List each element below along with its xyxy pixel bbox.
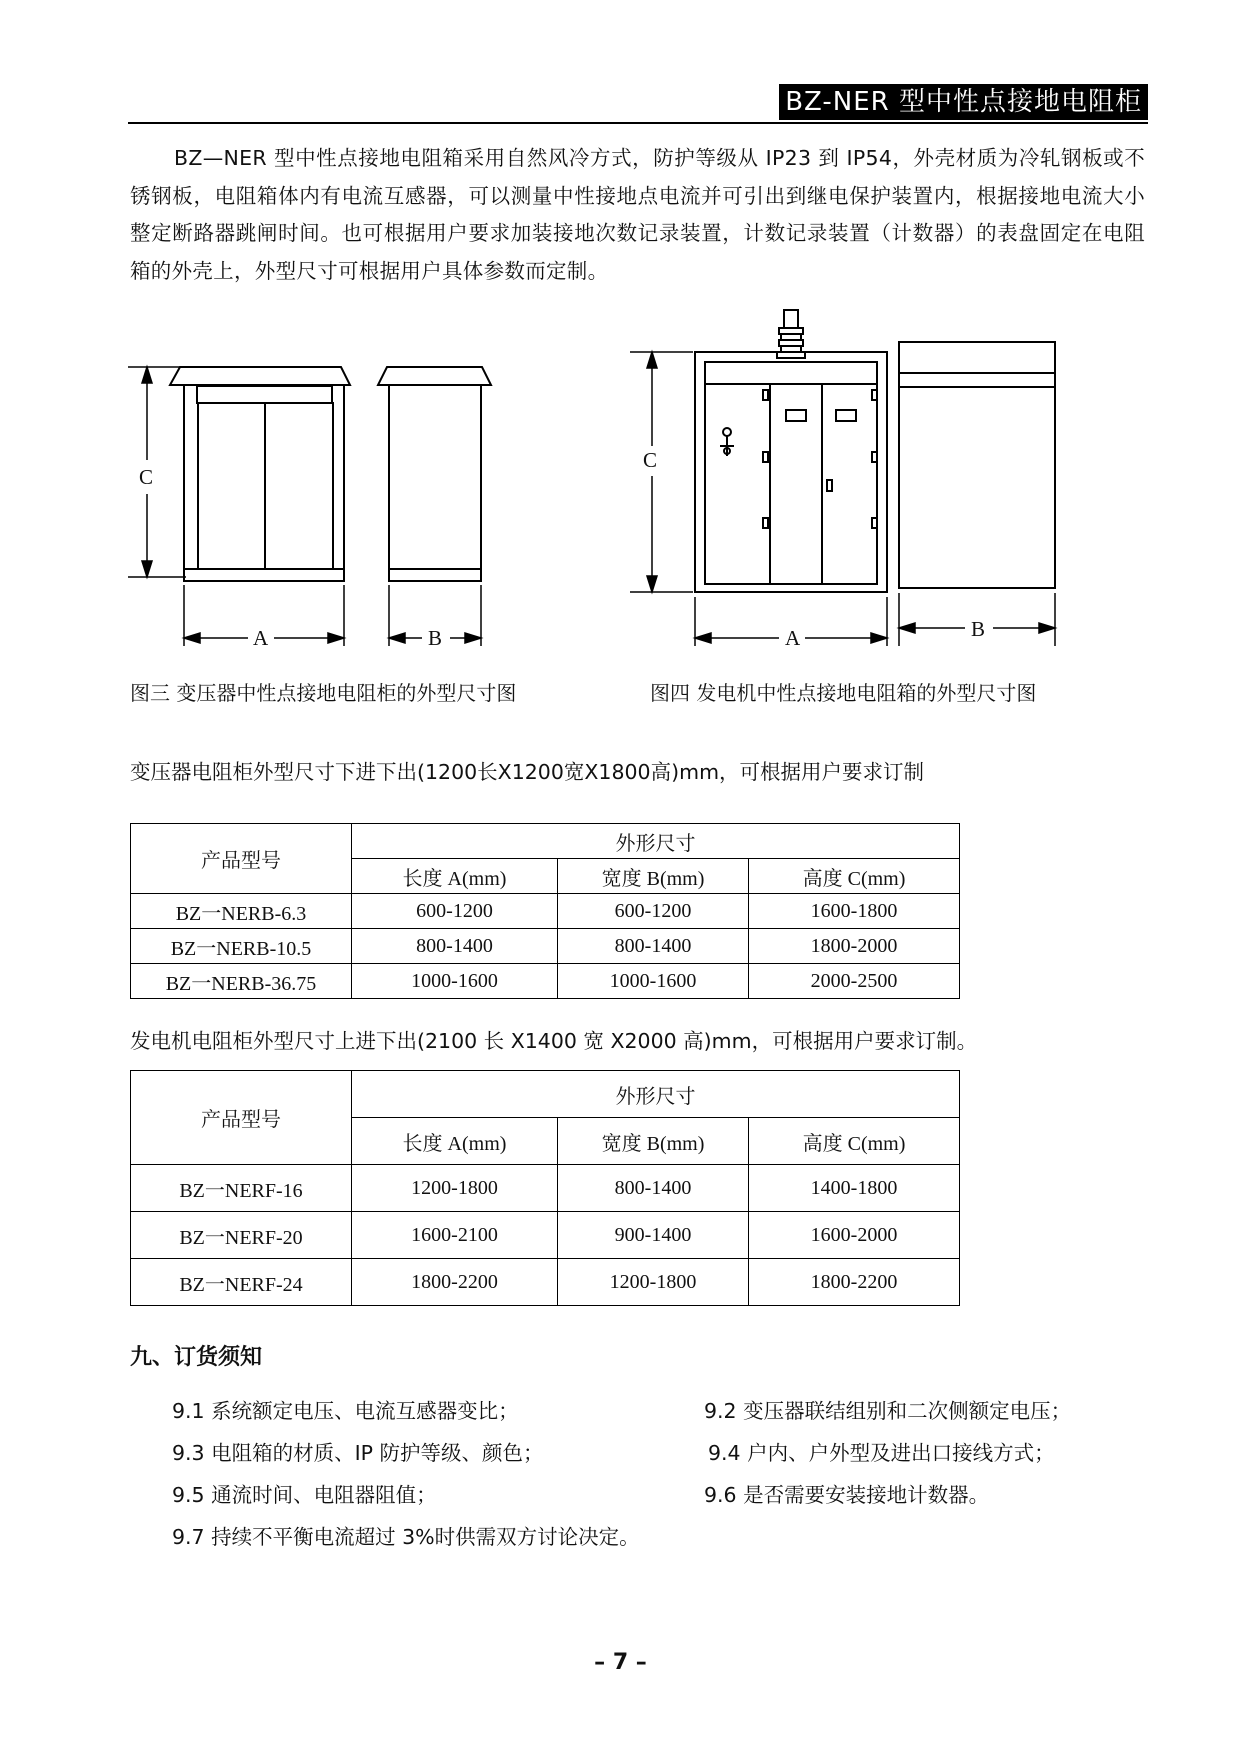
cell-width: 600-1200 <box>558 894 749 929</box>
cell-model: BZ一NERB-36.75 <box>131 964 352 999</box>
fig4-dim-a <box>695 597 887 646</box>
table-col-height: 高度 C(mm) <box>749 859 960 894</box>
table-col-width: 宽度 B(mm) <box>558 859 749 894</box>
table-header-model: 产品型号 <box>131 1071 352 1165</box>
fig4-caption: 图四 发电机中性点接地电阻箱的外型尺寸图 <box>650 681 1037 705</box>
table-col-height: 高度 C(mm) <box>749 1118 960 1165</box>
fig4-side-view <box>899 342 1055 588</box>
ordering-item: 9.6 是否需要安装接地计数器。 <box>704 1483 990 1507</box>
ordering-item: 9.3 电阻箱的材质、IP 防护等级、颜色； <box>172 1441 544 1465</box>
cell-model: BZ一NERF-20 <box>131 1212 352 1259</box>
fig4-label-a: A <box>785 626 801 650</box>
table-row <box>131 1165 960 1212</box>
header-rule <box>128 122 1148 124</box>
fig3-side-view <box>378 367 491 581</box>
cell-width: 900-1400 <box>558 1212 749 1259</box>
table-row <box>131 964 960 999</box>
fig3-caption: 图三 变压器中性点接地电阻柜的外型尺寸图 <box>130 681 517 705</box>
fig3-dim-b <box>389 585 481 646</box>
cell-model: BZ一NERB-10.5 <box>131 929 352 964</box>
cell-height: 1600-1800 <box>749 894 960 929</box>
table-row <box>131 894 960 929</box>
cell-length: 800-1400 <box>352 929 558 964</box>
cell-length: 1600-2100 <box>352 1212 558 1259</box>
fig4-label-c: C <box>643 448 658 472</box>
transformer-dimension-note: 变压器电阻柜外型尺寸下进下出(1200长X1200宽X1800高)mm，可根据用户要求订制 <box>130 760 925 784</box>
ordering-item: 9.4 户内、户外型及进出口接线方式； <box>708 1441 1055 1465</box>
cell-width: 1000-1600 <box>558 964 749 999</box>
ordering-item: 9.1 系统额定电压、电流互感器变比； <box>172 1399 519 1423</box>
cell-height: 1800-2000 <box>749 929 960 964</box>
table-header-model: 产品型号 <box>131 824 352 894</box>
fig3-label-a: A <box>253 626 269 650</box>
table-row <box>131 929 960 964</box>
cell-length: 1000-1600 <box>352 964 558 999</box>
ordering-section-title: 九、订货须知 <box>130 1345 263 1370</box>
page-number: – 7 – <box>594 1650 647 1675</box>
table-col-length: 长度 A(mm) <box>352 1118 558 1165</box>
cell-model: BZ一NERF-16 <box>131 1165 352 1212</box>
fig3-dim-a <box>184 585 344 646</box>
table-row <box>131 1212 960 1259</box>
fig4-front-view <box>695 310 887 592</box>
fig3-label-b: B <box>428 626 443 650</box>
table-col-width: 宽度 B(mm) <box>558 1118 749 1165</box>
fig4-dim-c <box>630 352 693 592</box>
cell-height: 2000-2500 <box>749 964 960 999</box>
cell-model: BZ一NERF-24 <box>131 1259 352 1306</box>
transformer-spec-table <box>130 823 960 999</box>
fig3-front-view <box>170 367 350 581</box>
fig3-label-c: C <box>139 465 154 489</box>
table-header-group: 外形尺寸 <box>352 824 960 859</box>
table-header-group: 外形尺寸 <box>352 1071 960 1118</box>
cell-width: 1200-1800 <box>558 1259 749 1306</box>
table-row <box>131 1259 960 1306</box>
cell-model: BZ一NERB-6.3 <box>131 894 352 929</box>
document-header-title: BZ-NER 型中性点接地电阻柜 <box>779 84 1148 120</box>
intro-paragraph: BZ—NER 型中性点接地电阻箱采用自然风冷方式，防护等级从 IP23 到 IP54，外壳材质为冷轧钢板或不锈钢板，电阻箱体内有电流互感器，可以测量中性接地点电流并可引出到继电保护装置内，根据接地电流大小整定断路器跳闸时间。也可根据用户要求加装接地次数记录装置，计数记录装置（计数器）的表盘固定在电阻箱的外壳上，外型尺寸可根据用户具体参数而定制。 <box>130 146 1145 283</box>
fig4-label-b: B <box>971 617 986 641</box>
cell-width: 800-1400 <box>558 1165 749 1212</box>
ordering-item: 9.5 通流时间、电阻器阻值； <box>172 1483 437 1507</box>
cell-width: 800-1400 <box>558 929 749 964</box>
table-col-length: 长度 A(mm) <box>352 859 558 894</box>
fig4-dim-b <box>899 593 1055 646</box>
fig3-dim-c <box>128 367 186 577</box>
generator-dimension-note: 发电机电阻柜外型尺寸上进下出(2100 长 X1400 宽 X2000 高)mm，可根据用户要求订制。 <box>130 1029 978 1053</box>
cell-length: 1200-1800 <box>352 1165 558 1212</box>
ordering-item: 9.2 变压器联结组别和二次侧额定电压； <box>704 1399 1072 1423</box>
cell-length: 1800-2200 <box>352 1259 558 1306</box>
cell-height: 1800-2200 <box>749 1259 960 1306</box>
cell-length: 600-1200 <box>352 894 558 929</box>
ordering-item: 9.7 持续不平衡电流超过 3%时供需双方讨论决定。 <box>172 1525 640 1549</box>
cell-height: 1400-1800 <box>749 1165 960 1212</box>
cell-height: 1600-2000 <box>749 1212 960 1259</box>
generator-spec-table <box>130 1070 960 1306</box>
